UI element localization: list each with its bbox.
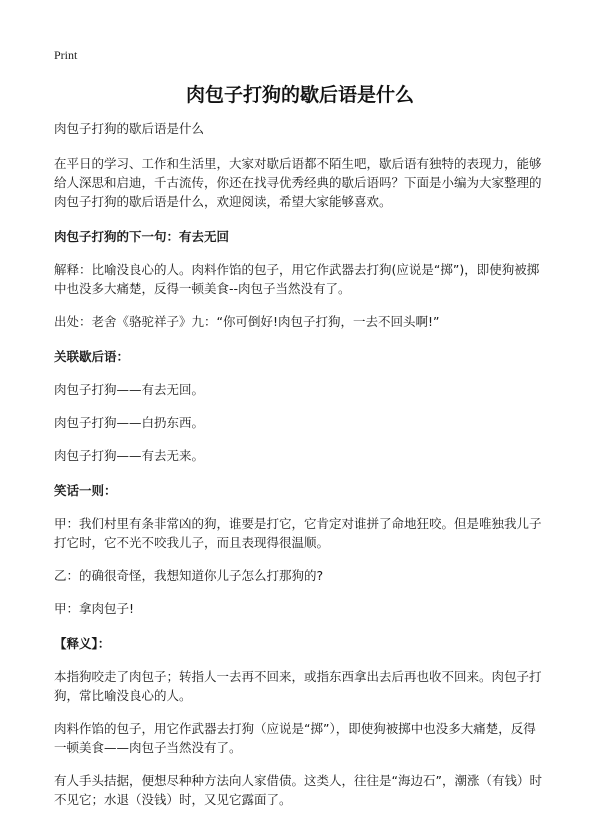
meaning-paragraph: 本指狗咬走了肉包子；转指人一去再不回来，或指东西拿出去后再也收不回来。肉包子打狗，常比喻没良心的人。	[54, 669, 542, 703]
next-line-heading: 肉包子打狗的下一句：有去无回	[54, 229, 230, 244]
explanation-paragraph: 解释：比喻没良心的人。肉料作馅的包子，用它作武器去打狗(应说是“掷”)，即使狗被掷中也没多大痛楚，反得一顿美食--肉包子当然没有了。	[54, 262, 540, 296]
related-heading: 关联歇后语：	[54, 349, 130, 364]
joke-line: 乙：的确很奇怪，我想知道你儿子怎么打那狗的?	[54, 568, 324, 583]
related-item: 肉包子打狗——白扔东西。	[54, 415, 205, 430]
related-item: 肉包子打狗——有去无回。	[54, 382, 205, 397]
joke-heading: 笑话一则：	[54, 483, 117, 498]
meaning-paragraph: 有人手头拮据，便想尽种种方法向人家借债。这类人，往往是“海边石”，潮涨（有钱）时不见它；水退（没钱）时，又见它露面了。	[54, 773, 542, 807]
intro-paragraph: 在平日的学习、工作和生活里，大家对歇后语都不陌生吧，歇后语有独特的表现力，能够给人深思和启迪，千古流传，你还在找寻优秀经典的歇后语吗？下面是小编为大家整理的肉包子打狗的歇后语是什么，欢迎阅读，希望大家能够喜欢。	[54, 156, 542, 209]
joke-line: 甲：拿肉包子!	[54, 601, 135, 616]
article-subtitle: 肉包子打狗的歇后语是什么	[54, 121, 205, 136]
related-item: 肉包子打狗——有去无来。	[54, 448, 205, 463]
source-paragraph: 出处：老舍《骆驼祥子》九：“你可倒好!肉包子打狗，一去不回头啊!”	[54, 314, 440, 329]
meaning-paragraph: 肉料作馅的包子，用它作武器去打狗（应说是“掷”），即使狗被掷中也没多大痛楚，反得一顿美食——肉包子当然没有了。	[54, 721, 536, 755]
meaning-heading: 【释义】：	[54, 636, 111, 651]
joke-line: 甲：我们村里有条非常凶的狗，谁要是打它，它肯定对谁拼了命地狂咬。但是唯独我儿子打它时，它不光不咬我儿子，而且表现得很温顺。	[54, 516, 542, 550]
print-link[interactable]: Print	[54, 48, 78, 62]
page-title: 肉包子打狗的歇后语是什么	[185, 84, 414, 106]
